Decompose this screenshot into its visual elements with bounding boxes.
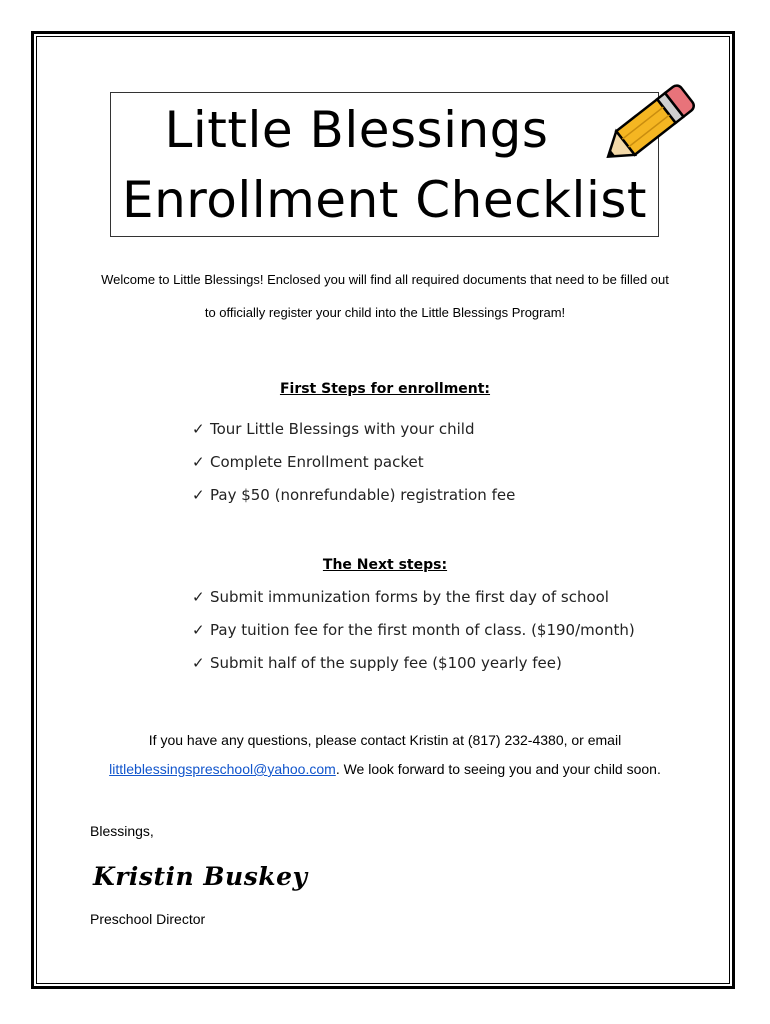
check-icon: ✓ xyxy=(192,453,205,471)
signature: Kristin Buskey xyxy=(93,862,308,891)
email-link[interactable]: littleblessingspreschool@yahoo.com xyxy=(109,761,336,777)
contact-line-2 xyxy=(40,761,730,777)
title-box xyxy=(110,92,659,237)
next-steps-list xyxy=(192,581,635,680)
intro-line-1: Welcome to Little Blessings! Enclosed you will find all required documents that need to be filled out xyxy=(101,272,669,287)
list-item-text: Tour Little Blessings with your child xyxy=(210,420,475,438)
check-icon: ✓ xyxy=(192,420,205,438)
first-steps-heading: First Steps for enrollment: xyxy=(279,381,491,397)
list-item-text: Submit half of the supply fee ($100 yearly fee) xyxy=(210,654,562,672)
pencil-icon xyxy=(592,80,702,180)
list-item-text: Pay $50 (nonrefundable) registration fee xyxy=(210,486,516,504)
check-icon: ✓ xyxy=(192,588,205,606)
list-item xyxy=(192,413,515,446)
first-steps-list xyxy=(192,413,515,512)
title-line-1: Little Blessings xyxy=(164,101,549,159)
check-icon: ✓ xyxy=(192,486,205,504)
check-icon: ✓ xyxy=(192,621,205,639)
title-line-2: Enrollment Checklist xyxy=(121,171,647,229)
closing-text: Blessings, xyxy=(90,823,154,839)
list-item-text: Pay tuition fee for the first month of class. ($190/month) xyxy=(210,621,635,639)
list-item xyxy=(192,446,515,479)
check-icon: ✓ xyxy=(192,654,205,672)
list-item-text: Submit immunization forms by the first day of school xyxy=(210,588,609,606)
list-item xyxy=(192,479,515,512)
intro-line-2: to officially register your child into the Little Blessings Program! xyxy=(204,305,566,320)
list-item xyxy=(192,647,635,680)
contact-line-1: If you have any questions, please contact Kristin at (817) 232-4380, or email xyxy=(148,732,622,748)
director-title: Preschool Director xyxy=(90,911,206,927)
contact-line-2-text: . We look forward to seeing you and your child soon. xyxy=(335,761,661,777)
next-steps-heading: The Next steps: xyxy=(322,557,448,573)
list-item xyxy=(192,614,635,647)
list-item xyxy=(192,581,635,614)
list-item-text: Complete Enrollment packet xyxy=(210,453,424,471)
